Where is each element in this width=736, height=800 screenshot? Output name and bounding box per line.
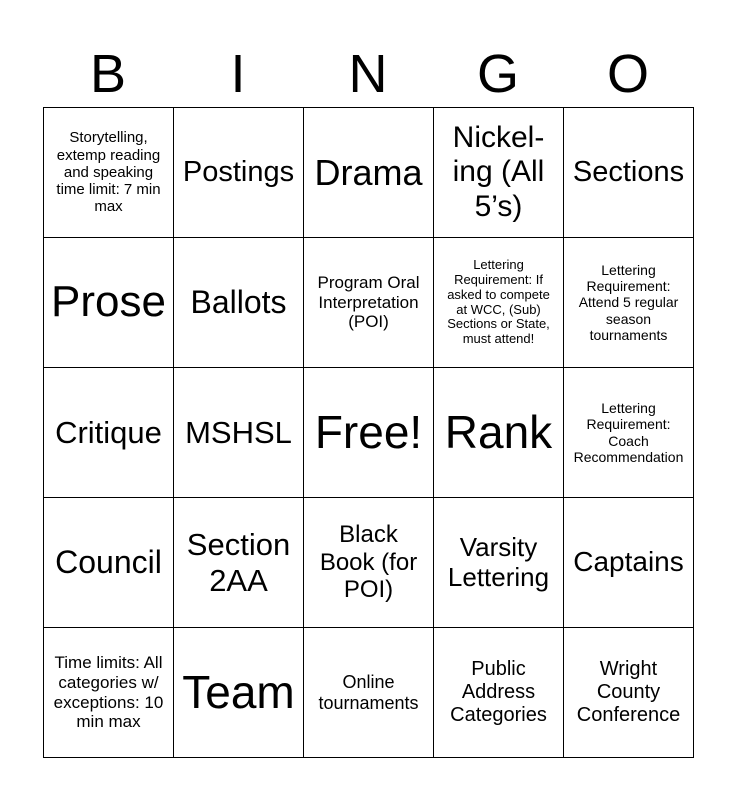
bingo-cell-text: Wright County Conference [576,658,681,726]
bingo-cell-text: MSHSL [185,414,292,450]
bingo-row [44,108,694,238]
bingo-cell-text: Sections [572,155,685,188]
bingo-cell[interactable] [174,368,304,498]
bingo-cell[interactable] [174,498,304,628]
bingo-cell[interactable] [44,238,174,368]
bingo-header [43,38,693,110]
bingo-cell-text: Lettering Requirement: Coach Recommendation [573,400,684,465]
bingo-cell-text: Program Oral Interpretation (POI) [317,273,420,332]
bingo-cell-text: Lettering Requirement: If asked to compete at WCC, (Sub) Sections or State, must attend! [447,256,550,347]
bingo-cell[interactable] [304,368,434,498]
bingo-cell-text: Captains [573,546,684,578]
bingo-cell[interactable] [304,628,434,758]
bingo-cell[interactable] [304,238,434,368]
bingo-cell[interactable] [434,628,564,758]
header-letter-b: B [89,44,127,104]
bingo-cell-text: Rank [444,406,553,459]
bingo-cell[interactable] [434,108,564,238]
bingo-cell-text: Varsity Lettering [447,531,550,592]
bingo-cell[interactable] [564,238,694,368]
bingo-cell[interactable] [44,628,174,758]
bingo-cell-text: Team [182,666,295,719]
bingo-cell[interactable] [174,628,304,758]
bingo-cell-text: Ballots [190,284,287,321]
bingo-cell[interactable] [564,628,694,758]
bingo-cell[interactable] [44,108,174,238]
bingo-cell[interactable] [434,498,564,628]
bingo-cell[interactable] [44,368,174,498]
bingo-cell-text: Prose [51,277,166,327]
bingo-row [44,368,694,498]
bingo-row [44,498,694,628]
bingo-card-grid [43,107,694,758]
bingo-row [44,238,694,368]
bingo-cell-text: Critique [55,414,162,450]
bingo-cell[interactable] [44,498,174,628]
bingo-cell[interactable] [564,368,694,498]
bingo-cell[interactable] [564,498,694,628]
header-letter-o: O [606,44,649,104]
bingo-cell-text: Free! [314,406,423,459]
header-letter-n: N [348,44,388,104]
bingo-cell[interactable] [174,108,304,238]
bingo-cell-text: Nickel-ing (All 5’s) [452,120,545,223]
bingo-cell-text: Public Address Categories [450,658,547,726]
bingo-cell[interactable] [174,238,304,368]
bingo-cell[interactable] [564,108,694,238]
bingo-cell-text: Council [55,544,162,581]
header-letter-i: I [230,44,246,104]
bingo-cell-text: Black Book (for POI) [319,521,418,604]
bingo-cell[interactable] [434,238,564,368]
bingo-cell-text: Time limits: All categories w/ exceptions: 10 min max [53,653,164,732]
bingo-row [44,628,694,758]
bingo-cell[interactable] [304,108,434,238]
bingo-cell-text: Drama [314,151,423,193]
bingo-cell-text: Storytelling, extemp reading and speaking time limit: 7 min max [56,129,161,216]
bingo-cell-text: Online tournaments [318,671,419,713]
bingo-cell-text: Lettering Requirement: Attend 5 regular season tournaments [578,262,679,343]
bingo-cell[interactable] [434,368,564,498]
header-letter-g: G [476,44,519,104]
bingo-cell-text: Postings [182,155,295,188]
bingo-cell[interactable] [304,498,434,628]
bingo-cell-text: Section 2AA [186,526,291,598]
